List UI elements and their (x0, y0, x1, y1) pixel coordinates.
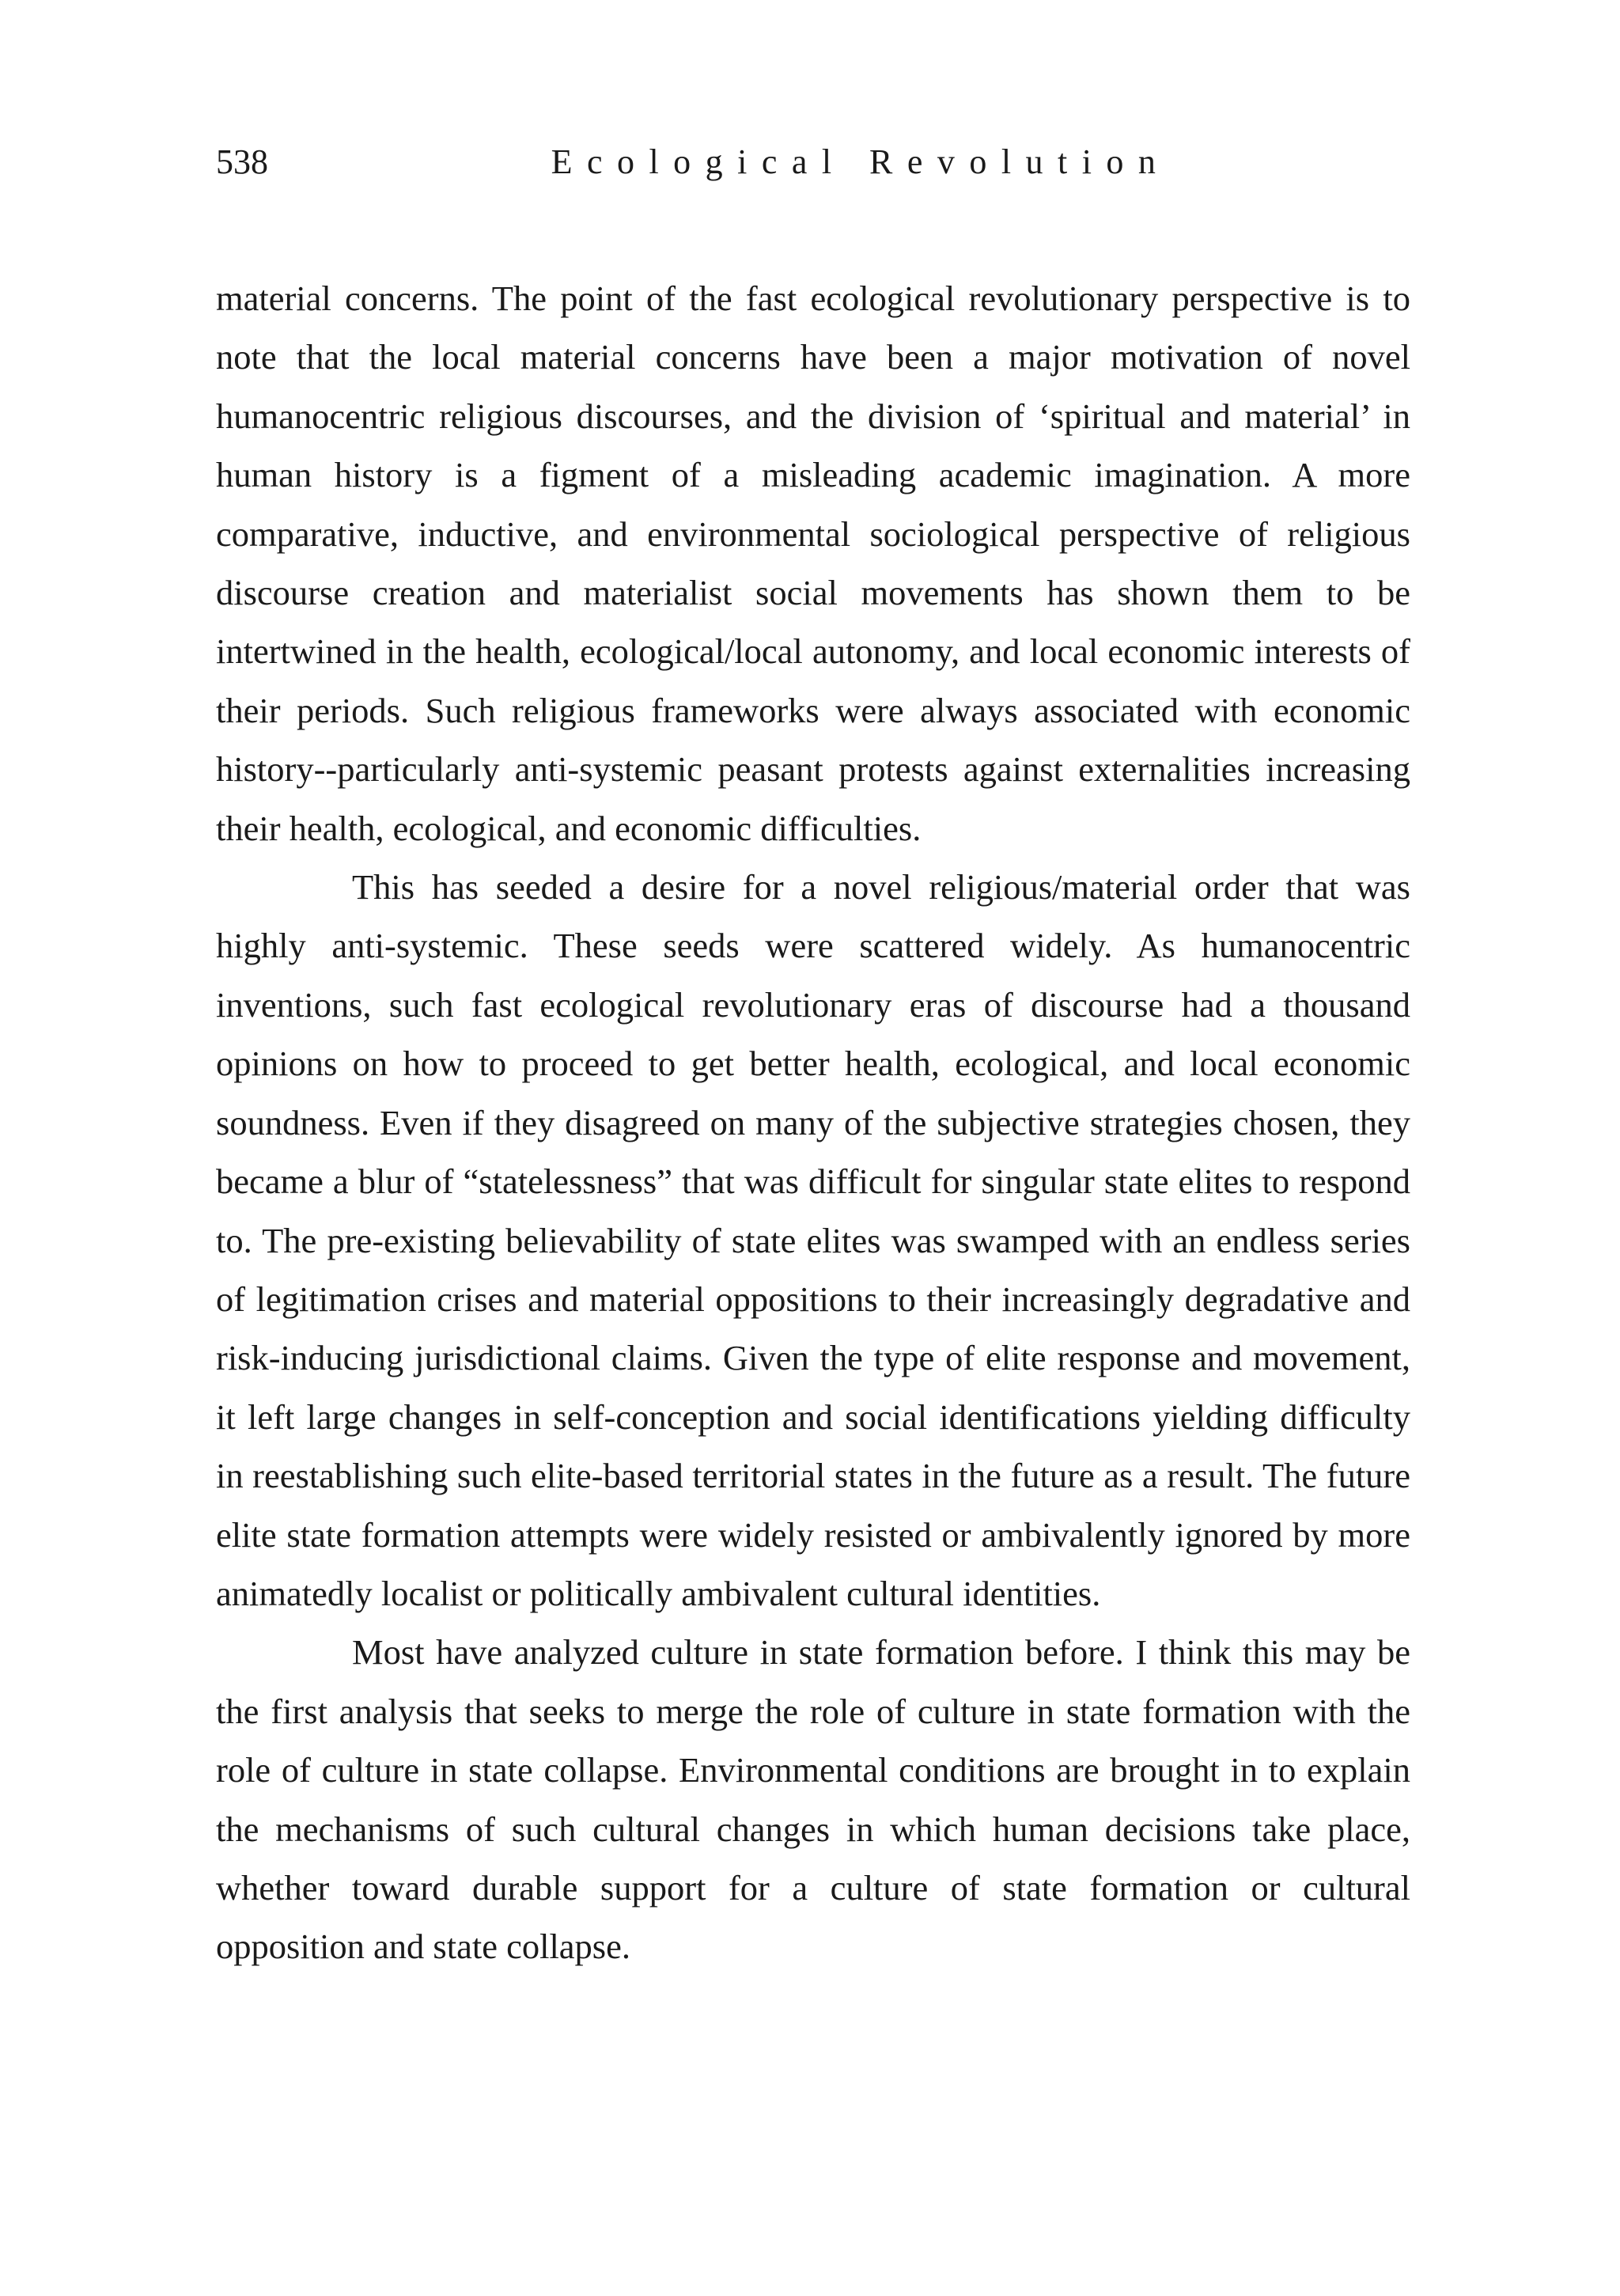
paragraph: This has seeded a desire for a novel religious/material order that was highly anti-systemic. These seeds were scattered widely. As humanocentric inventions, such fast ecological revolutionary eras of discourse had a thousand opinions on how to proceed to get better health, ecological, and local economic soundness. Even if they disagreed on many of the subjective strategies chosen, they became a blur of “statelessness” that was difficult for singular state elites to respond to. The pre-existing believability of state elites was swamped with an endless series of legitimation crises and material oppositions to their increasingly degradative and risk-inducing jurisdictional claims. Given the type of elite response and movement, it left large changes in self-conception and social identifications yielding difficulty in reestablishing such elite-based territorial states in the future as a result. The future elite state formation attempts were widely resisted or ambivalently ignored by more animatedly localist or politically ambivalent cultural identities. (216, 867, 1410, 1613)
body-text (216, 269, 1410, 1976)
running-head (216, 135, 1410, 190)
running-title: Ecological Revolution (551, 142, 1171, 181)
page-number: 538 (216, 142, 268, 181)
paragraph: Most have analyzed culture in state formation before. I think this may be the first analysis that seeks to merge the role of culture in state formation with the role of culture in state collapse. Environmental conditions are brought in to explain the mechanisms of such cultural changes in which human decisions take place, whether toward durable support for a culture of state formation or cultural opposition and state collapse. (216, 1632, 1410, 1967)
paragraph: material concerns. The point of the fast ecological revolutionary perspective is to note that the local material concerns have been a major motivation of novel humanocentric religious discourses, and the division of ‘spiritual and material’ in human history is a figment of a misleading academic imagination. A more comparative, inductive, and environmental sociological perspective of religious discourse creation and materialist social movements has shown them to be intertwined in the health, ecological/local autonomy, and local economic interests of their periods. Such religious frameworks were always associated with economic history--particularly anti-systemic peasant protests against externalities increasing their health, ecological, and economic difficulties. (216, 278, 1410, 848)
